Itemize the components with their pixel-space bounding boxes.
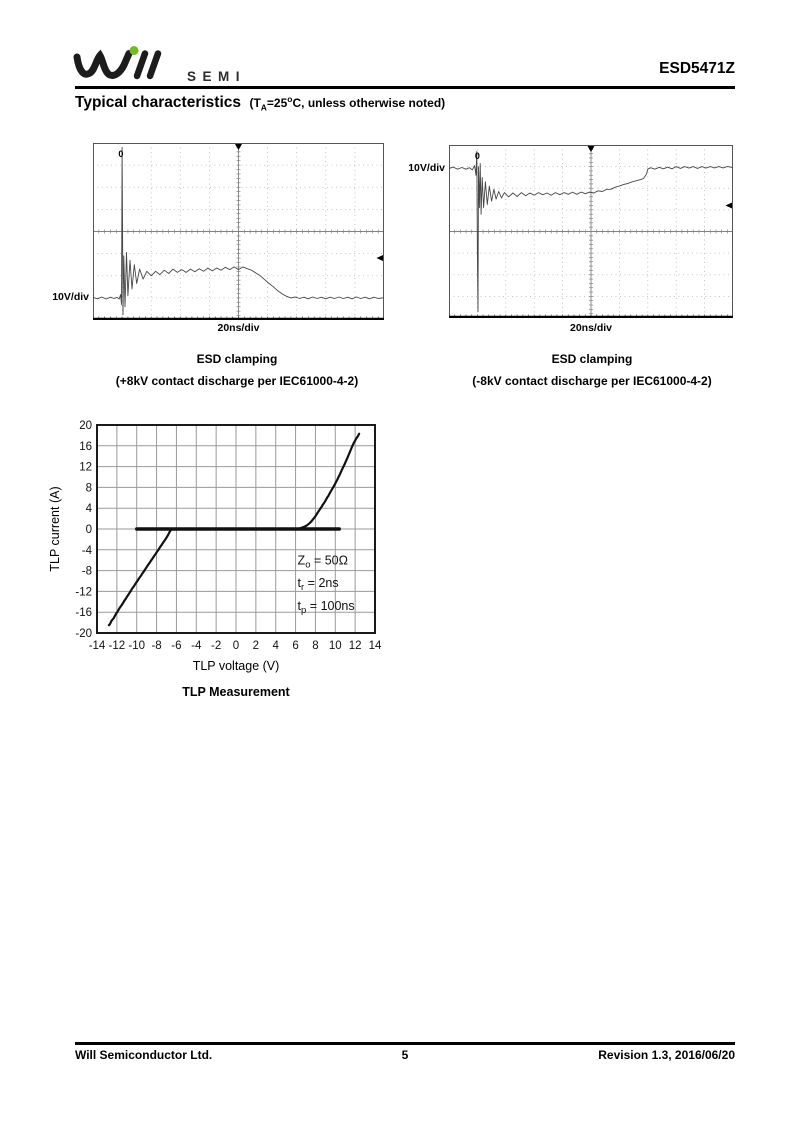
svg-text:8: 8 [85,482,92,495]
cond-degree: o [287,94,293,104]
svg-text:-8: -8 [81,565,92,578]
svg-text:-4: -4 [191,640,202,652]
svg-text:4: 4 [85,503,92,516]
cond-open: (T [249,96,261,110]
svg-text:0: 0 [118,149,124,160]
willsemi-logo-mark-icon [73,44,173,88]
svg-text:tr = 2ns: $t_r = 2ns$ [297,576,339,594]
svg-text:-20: -20 [75,628,92,640]
caption-negative-line1: ESD clamping [551,352,633,366]
svg-text:4: 4 [272,640,279,652]
svg-text:-6: -6 [171,640,182,652]
svg-text:-12: -12 [108,640,126,652]
typical-characteristics-heading [75,94,445,112]
cond-subscript: A [260,102,267,113]
tlp-chart-plot [55,417,385,657]
oscilloscope-plot-positive [93,143,384,320]
tlp-figure [48,417,385,717]
cond-mid: =25 [266,96,288,110]
svg-text:0: 0 [85,524,92,536]
svg-text:-14: -14 [88,640,106,652]
logo-semi-text: SEMI [187,69,247,84]
tlp-y-axis-label: TLP current (A) [48,486,62,572]
svg-text:-10: -10 [128,640,146,652]
svg-text:6: 6 [292,640,299,652]
footer-revision: Revision 1.3, 2016/06/20 [598,1048,735,1062]
svg-text:10: 10 [328,640,342,652]
svg-text:0: 0 [474,150,480,161]
tlp-caption: TLP Measurement [182,685,290,699]
svg-text:-16: -16 [75,607,92,620]
scope-vdiv-label: 10V/div [52,290,89,303]
heading-condition [249,94,446,113]
header-rule [75,86,735,89]
heading-title: Typical characteristics [75,94,241,111]
svg-text:-2: -2 [211,640,222,652]
willsemi-logo [73,44,246,88]
svg-text:Zo = 50Ω: $Z_o = 50\Omega$ [297,553,348,571]
svg-text:2: 2 [252,640,260,652]
svg-text:-8: -8 [151,640,162,652]
cond-end: C, unless otherwise noted) [292,96,446,110]
svg-text:12: 12 [79,461,92,474]
caption-positive-line2: (+8kV contact discharge per IEC61000-4-2) [115,374,359,388]
scope-tdiv-label: 20ns/div [217,322,260,334]
caption-positive-line1: ESD clamping [196,352,278,366]
footer-company: Will Semiconductor Ltd. [75,1048,213,1062]
svg-text:-12: -12 [75,586,92,599]
caption-positive [72,348,402,392]
svg-text:16: 16 [79,440,92,453]
scope-figure-positive [52,143,384,334]
svg-text:20: 20 [79,420,92,432]
scope-vdiv-label: 10V/div [408,161,445,174]
caption-negative [427,348,757,392]
svg-text:-4: -4 [81,544,92,557]
scope-tdiv-label: 20ns/div [569,322,613,334]
svg-text:0: 0 [232,640,240,652]
svg-text:tp = 100ns: $t_p = 100ns$ [297,599,355,617]
scope-figure-negative [408,145,733,334]
footer [75,1048,735,1066]
tlp-x-axis-label: TLP voltage (V) [192,659,280,673]
svg-text:12: 12 [348,640,362,652]
svg-text:8: 8 [312,640,319,652]
oscilloscope-plot-negative [449,145,733,318]
svg-text:14: 14 [368,640,382,652]
part-number: ESD5471Z [659,60,735,77]
caption-negative-line2: (-8kV contact discharge per IEC61000-4-2) [472,374,712,388]
logo-green-dot [130,46,139,55]
footer-rule [75,1042,735,1045]
footer-page-number: 5 [401,1048,409,1062]
